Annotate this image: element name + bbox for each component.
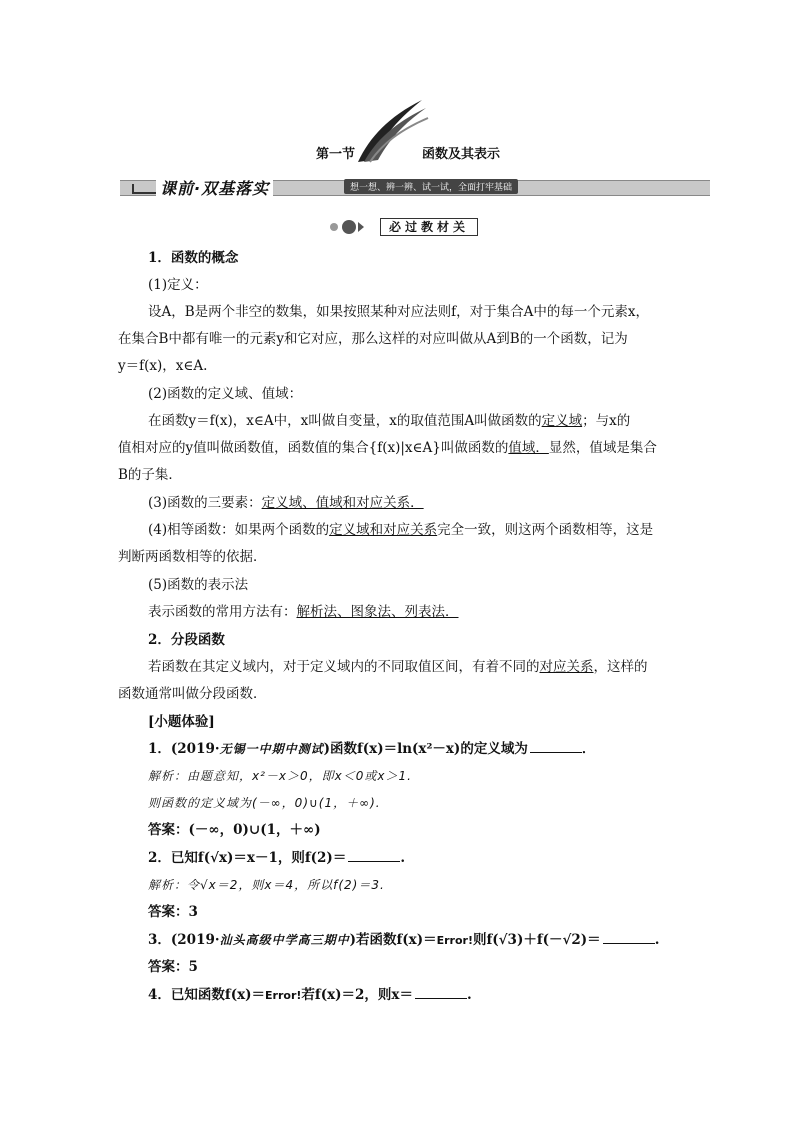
subheading-definition: (1)定义： <box>148 277 208 293</box>
text-span: ；与x的 <box>582 413 631 429</box>
banner-subtitle: 想一想、辨一辨、试一试，全面打牢基础 <box>344 179 518 194</box>
text-span: 2．已知f(√x)＝x－1，则f(2)＝ <box>148 850 347 866</box>
exercise-heading: [小题体验] <box>148 714 215 730</box>
text-span: (3)函数的三要素： <box>148 495 262 511</box>
section-pill <box>330 218 500 236</box>
bullet-circle-icon <box>342 220 356 234</box>
paragraph-line: 在集合B中都有唯一的元素y和它对应，那么这样的对应叫做从A到B的一个函数，记为 <box>118 331 628 347</box>
paragraph-line <box>118 439 657 457</box>
section-number: 第一节 <box>316 147 356 162</box>
answer-blank <box>530 740 582 753</box>
key-term: 对应关系 <box>539 659 594 675</box>
text-span: 3．(2019· <box>148 932 220 948</box>
paragraph-line: 设A，B是两个非空的数集，如果按照某种对应法则f，对于集合A中的每一个元素x， <box>148 304 650 320</box>
subheading-domain-range: (2)函数的定义域、值域： <box>148 386 303 402</box>
text-span: . <box>466 987 472 1003</box>
key-term: 定义域、值域和对应关系． <box>261 495 424 511</box>
text-span: . <box>400 850 406 866</box>
text-span: 值相对应的y值叫做函数值，函数值的集合{f(x)|x∈A}叫做函数的 <box>118 440 509 456</box>
text-span: 显然，值域是集合 <box>548 440 657 456</box>
answer-blank <box>348 849 400 862</box>
question-2 <box>148 849 405 867</box>
key-term: 值域． <box>508 440 549 456</box>
heading-function-concept: 1．函数的概念 <box>148 250 239 266</box>
text-span: )若函数f(x)＝ <box>349 932 437 948</box>
pill-label: 必过教材关 <box>380 218 478 236</box>
text-span: 在函数y＝f(x)，x∈A中，x叫做自变量，x的取值范围A叫做函数的 <box>148 413 542 429</box>
paragraph-line: y＝f(x)，x∈A. <box>118 358 208 374</box>
text-span: 若函数在其定义域内，对于定义域内的不同取值区间，有着不同的 <box>148 659 540 675</box>
banner-title: 课前·双基落实 <box>156 176 273 199</box>
question-3 <box>148 931 659 950</box>
text-span: )函数f(x)＝ln(x²－x)的定义域为 <box>323 741 528 757</box>
text-span: 则f(√3)＋f(－√2)＝ <box>472 932 601 948</box>
paragraph-line <box>148 658 648 676</box>
solution-line: 解析：令√x＝2，则x＝4，所以f(2)＝3. <box>148 878 385 892</box>
banner-hook-ornament <box>132 184 156 194</box>
text-span: 完全一致，则这两个函数相等，这是 <box>437 522 654 538</box>
paragraph-line: B的子集． <box>118 467 182 483</box>
text-span: ． <box>581 741 596 757</box>
answer-line: 答案：5 <box>148 959 198 975</box>
answer-blank <box>603 931 655 944</box>
question-4 <box>148 986 472 1005</box>
error-placeholder: Error! <box>265 989 302 1002</box>
solution-line: 则函数的定义域为(－∞，0)∪(1，＋∞). <box>148 796 381 810</box>
text-span: 4．已知函数f(x)＝ <box>148 987 266 1003</box>
question-1 <box>148 740 595 758</box>
paragraph-line <box>148 494 424 512</box>
error-placeholder: Error! <box>436 934 473 947</box>
swoosh-ornament <box>350 96 430 166</box>
heading-piecewise: 2．分段函数 <box>148 632 225 648</box>
answer-line: 答案：(－∞，0)∪(1，＋∞) <box>148 822 321 838</box>
text-span: 1．(2019· <box>148 741 220 757</box>
solution-line: 解析：由题意知，x²－x＞0，即x＜0或x＞1. <box>148 769 412 783</box>
text-span: ，这样的 <box>593 659 648 675</box>
bullet-dot-icon <box>330 223 338 231</box>
key-term: 解析法、图象法、列表法． <box>296 604 459 620</box>
arrow-right-icon <box>358 222 364 232</box>
key-term: 定义域 <box>541 413 583 429</box>
paragraph-line <box>148 521 653 539</box>
text-span: 表示函数的常用方法有： <box>148 604 297 620</box>
text-span: 若f(x)＝2，则x＝ <box>301 987 413 1003</box>
question-source: 汕头高级中学高三期中 <box>219 933 350 947</box>
paragraph-line: 函数通常叫做分段函数． <box>118 686 267 702</box>
question-source: 无锡一中期中测试 <box>219 742 324 756</box>
answer-line: 答案：3 <box>148 904 198 920</box>
subheading-representation: (5)函数的表示法 <box>148 577 249 593</box>
paragraph-line <box>148 412 630 430</box>
paragraph-line: 判断两函数相等的依据． <box>118 549 267 565</box>
chapter-banner <box>120 176 710 198</box>
answer-blank <box>415 986 467 999</box>
text-span: (4)相等函数：如果两个函数的 <box>148 522 330 538</box>
section-title: 函数及其表示 <box>422 147 501 162</box>
paragraph-line <box>148 603 459 621</box>
key-term: 定义域和对应关系 <box>329 522 438 538</box>
text-span: . <box>654 932 660 948</box>
